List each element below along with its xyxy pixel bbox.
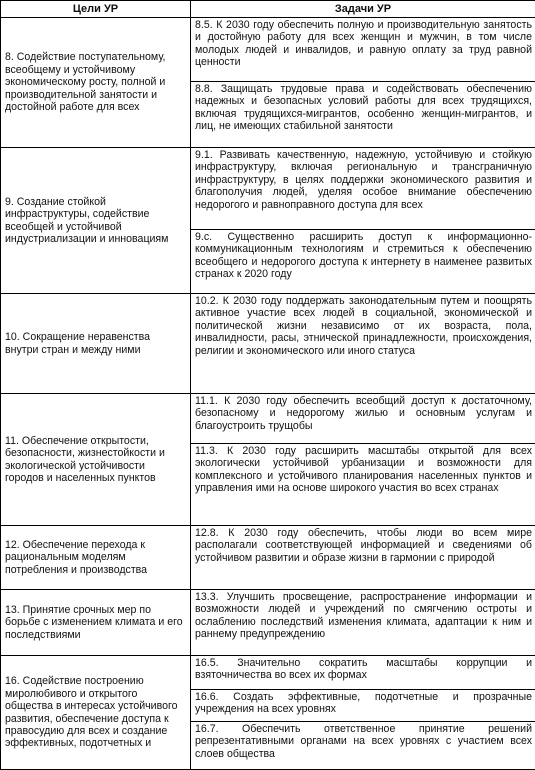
table-row — [1, 294, 535, 394]
task-cell: 13.3. Улучшить просвещение, распространение информации и возможности людей и учреждений по смягчению остроты и ослаблению последствий изменения климата, адаптации к ним и раннему предупреждению — [191, 590, 535, 656]
goal-cell: 13. Принятие срочных мер по борьбе с изменением климата и его последствиями — [1, 590, 191, 656]
goal-cell: 12. Обеспечение перехода к рациональным моделям потребления и производства — [1, 526, 191, 590]
table-row — [1, 18, 535, 82]
goal-cell: 9. Создание стойкой инфраструктуры, содействие всеобщей и устойчивой индустриализации и инновациям — [1, 148, 191, 294]
table-row — [1, 148, 535, 230]
task-cell: 12.8. К 2030 году обеспечить, чтобы люди во всем мире располагали соответствующей информацией и сведениями об устойчивом развитии и образе жизни в гармонии с природой — [191, 526, 535, 590]
goal-cell: 16. Содействие построению миролюбивого и открытого общества в интересах устойчивого развития, обеспечение доступа к правосудию для всех и создание эффективных, подотчетных и — [1, 656, 191, 770]
table-row — [1, 656, 535, 690]
task-cell: 16.6. Создать эффективные, подотчетные и прозрачные учреждения на всех уровнях — [191, 690, 535, 722]
task-cell: 9.1. Развивать качественную, надежную, устойчивую и стойкую инфраструктуру, включая региональную и трансграничную инфраструктуру, в целях поддержки экономического развития и благополучия людей, уделяя особое внимание обеспечению недорогого и равноправного доступа для всех — [191, 148, 535, 230]
goal-cell: 10. Сокращение неравенства внутри стран и между ними — [1, 294, 191, 394]
task-cell: 8.8. Защищать трудовые права и содействовать обеспечению надежных и безопасных условий работы для всех трудящихся, включая трудящихся-мигрантов, особенно женщин-мигрантов, и лиц, не имеющих стабильной занятости — [191, 82, 535, 148]
table-row — [1, 526, 535, 590]
goal-cell: 11. Обеспечение открытости, безопасности, жизнестойкости и экологической устойчивости городов и населенных пунктов — [1, 394, 191, 526]
task-cell: 11.3. К 2030 году расширить масштабы открытой для всех экологически устойчивой урбанизации и возможности для комплексного и устойчивого планирования населенных пунктов и управления ими на основе широкого участия во всех странах — [191, 444, 535, 526]
header-tasks: Задачи УР — [191, 1, 535, 18]
table-row — [1, 590, 535, 656]
task-cell: 16.5. Значительно сократить масштабы коррупции и взяточничества во всех их формах — [191, 656, 535, 690]
task-cell: 11.1. К 2030 году обеспечить всеобщий доступ к достаточному, безопасному и недорогому жилью и основным услугам и благоустроить трущобы — [191, 394, 535, 444]
task-cell: 10.2. К 2030 году поддержать законодательным путем и поощрять активное участие всех людей в социальной, экономической и политической жизни независимо от их возраста, пола, инвалидности, расы, этнической принадлежности, происхождения, религии и экономического или иного статуса — [191, 294, 535, 394]
table-row — [1, 394, 535, 444]
goal-cell: 8. Содействие поступательному, всеобщему и устойчивому экономическому росту, полной и производительной занятости и достойной работе для всех — [1, 18, 191, 148]
task-cell: 9.с. Существенно расширить доступ к информационно-коммуникационным технологиям и стремиться к обеспечению всеобщего и недорогого доступа к интернету в наименее развитых странах к 2020 году — [191, 230, 535, 294]
task-cell: 16.7. Обеспечить ответственное принятие решений репрезентативными органами на всех уровнях с участием всех слоев общества — [191, 722, 535, 770]
table-header-row — [1, 1, 535, 18]
task-cell: 8.5. К 2030 году обеспечить полную и производительную занятость и достойную работу для всех женщин и мужчин, в том числе молодых людей и инвалидов, и равную оплату за труд равной ценности — [191, 18, 535, 82]
header-goals: Цели УР — [1, 1, 191, 18]
